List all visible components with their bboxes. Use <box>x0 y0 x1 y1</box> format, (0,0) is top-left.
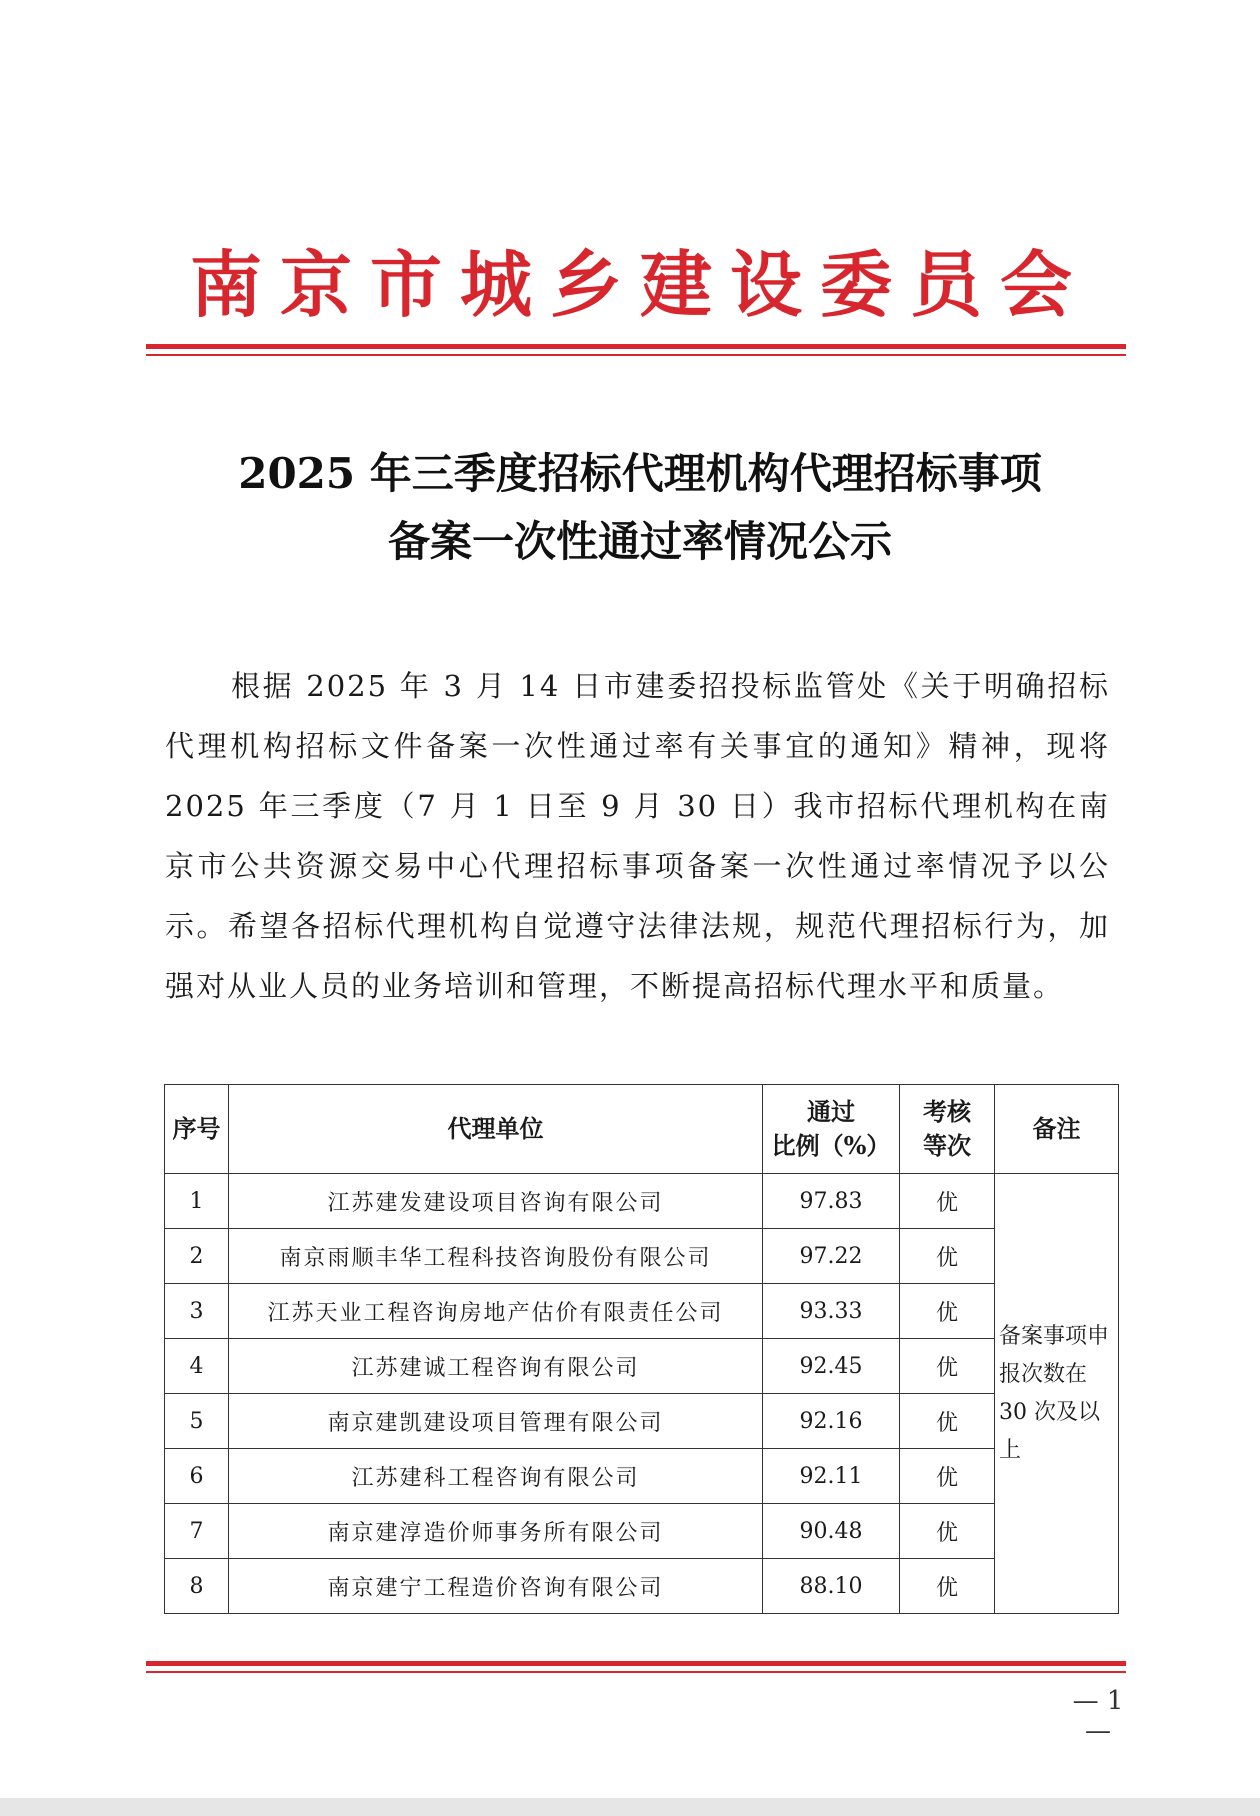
table-header-row <box>165 1085 1119 1174</box>
header-grade-line-1: 考核 <box>923 1097 971 1126</box>
table-row <box>165 1449 1119 1504</box>
row-grade: 优 <box>900 1504 995 1559</box>
header-index: 序号 <box>165 1085 229 1174</box>
header-rule-thick <box>146 344 1126 349</box>
row-unit: 江苏天业工程咨询房地产估价有限责任公司 <box>229 1284 763 1339</box>
row-grade: 优 <box>900 1174 995 1229</box>
row-index: 2 <box>165 1229 229 1284</box>
header-rate-line-2: 比例（%） <box>771 1131 891 1160</box>
row-index: 4 <box>165 1339 229 1394</box>
row-grade: 优 <box>900 1229 995 1284</box>
row-index: 3 <box>165 1284 229 1339</box>
row-unit: 南京建凯建设项目管理有限公司 <box>229 1394 763 1449</box>
row-unit: 南京雨顺丰华工程科技咨询股份有限公司 <box>229 1229 763 1284</box>
header-rule-thin <box>146 354 1126 356</box>
header-rate-line-1: 通过 <box>807 1097 855 1126</box>
remark-cell: 备案事项申报次数在 30 次及以上 <box>995 1174 1119 1614</box>
row-rate: 88.10 <box>763 1559 900 1614</box>
row-index: 7 <box>165 1504 229 1559</box>
header-grade <box>900 1085 995 1174</box>
row-grade: 优 <box>900 1449 995 1504</box>
table-row <box>165 1339 1119 1394</box>
row-index: 5 <box>165 1394 229 1449</box>
row-grade: 优 <box>900 1339 995 1394</box>
title-line-1: 2025 年三季度招标代理机构代理招标事项 <box>238 449 1042 498</box>
header-unit: 代理单位 <box>229 1085 763 1174</box>
row-rate: 92.11 <box>763 1449 900 1504</box>
row-unit: 江苏建诚工程咨询有限公司 <box>229 1339 763 1394</box>
row-rate: 97.22 <box>763 1229 900 1284</box>
footer-rule-thick <box>146 1661 1126 1666</box>
body-paragraph: 根据 2025 年 3 月 14 日市建委招投标监管处《关于明确招标代理机构招标文件备案一次性通过率有关事宜的通知》精神，现将 2025 年三季度（7 月 1 日至 9 月 30 日）我市招标代理机构在南京市公共资源交易中心代理招标事项备案一次性通过率情况予以公示。希望各招标代理机构自觉遵守法律法规，规范代理招标行为，加强对从业人员的业务培训和管理，不断提高招标代理水平和质量。 <box>165 669 1110 1003</box>
row-unit: 南京建宁工程造价咨询有限公司 <box>229 1559 763 1614</box>
pass-rate-table <box>164 1084 1119 1614</box>
title-line-2: 备案一次性通过率情况公示 <box>387 517 892 566</box>
row-rate: 93.33 <box>763 1284 900 1339</box>
row-rate: 92.16 <box>763 1394 900 1449</box>
table-row <box>165 1394 1119 1449</box>
row-index: 8 <box>165 1559 229 1614</box>
row-rate: 97.83 <box>763 1174 900 1229</box>
table-row <box>165 1284 1119 1339</box>
table-row <box>165 1504 1119 1559</box>
row-grade: 优 <box>900 1284 995 1339</box>
row-rate: 90.48 <box>763 1504 900 1559</box>
footer-rule-thin <box>146 1671 1126 1673</box>
row-unit: 南京建淳造价师事务所有限公司 <box>229 1504 763 1559</box>
row-unit: 江苏建科工程咨询有限公司 <box>229 1449 763 1504</box>
row-index: 6 <box>165 1449 229 1504</box>
row-grade: 优 <box>900 1394 995 1449</box>
header-remark: 备注 <box>995 1085 1119 1174</box>
row-rate: 92.45 <box>763 1339 900 1394</box>
page-number: — 1 — <box>1072 1686 1124 1746</box>
viewer-bottom-bar <box>0 1798 1260 1816</box>
table-row <box>165 1229 1119 1284</box>
header-grade-line-2: 等次 <box>923 1131 971 1160</box>
organization-header: 南京市城乡建设委员会 <box>189 242 1090 327</box>
row-unit: 江苏建发建设项目咨询有限公司 <box>229 1174 763 1229</box>
table-row <box>165 1559 1119 1614</box>
table-row <box>165 1174 1119 1229</box>
row-grade: 优 <box>900 1559 995 1614</box>
row-index: 1 <box>165 1174 229 1229</box>
header-rate <box>763 1085 900 1174</box>
